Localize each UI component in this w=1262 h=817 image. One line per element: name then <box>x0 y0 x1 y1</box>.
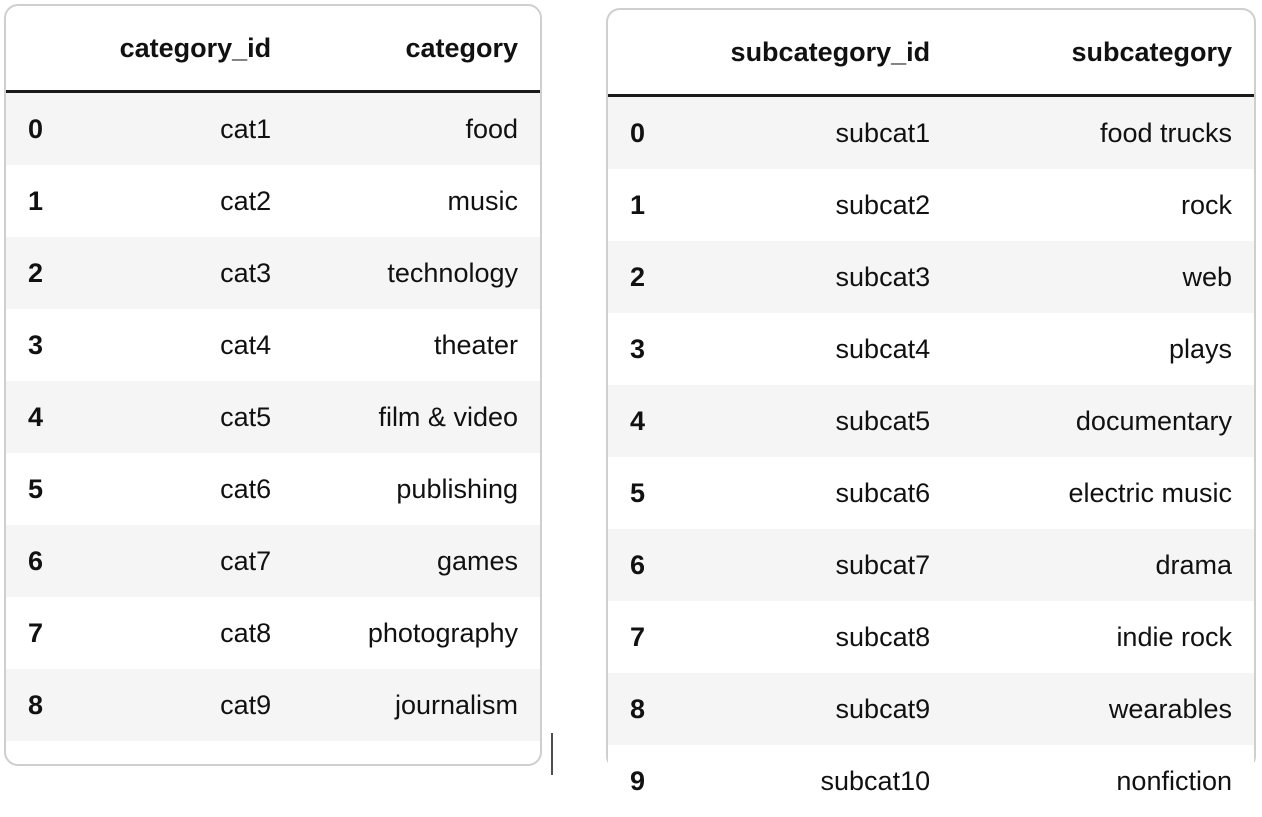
dataframe-table-categories <box>6 6 540 741</box>
column-header-category-id: category_id <box>77 6 294 92</box>
cell-subcategory-id: subcat7 <box>680 529 952 601</box>
cell-subcategory-id: subcat4 <box>680 313 952 385</box>
row-index: 9 <box>608 745 680 817</box>
row-index: 7 <box>608 601 680 673</box>
table-row <box>608 673 1254 745</box>
header-row <box>608 10 1254 96</box>
dataframe-card-subcategories <box>606 8 1256 770</box>
row-index: 5 <box>608 457 680 529</box>
cell-subcategory-id: subcat8 <box>680 601 952 673</box>
table-row <box>608 529 1254 601</box>
column-header-index <box>608 10 680 96</box>
table-row <box>6 237 540 309</box>
cell-category-id: cat7 <box>77 525 294 597</box>
table-header-categories <box>6 6 540 92</box>
table-row <box>608 601 1254 673</box>
cell-category-id: cat1 <box>77 92 294 166</box>
cell-category: theater <box>293 309 540 381</box>
row-index: 6 <box>6 525 77 597</box>
cell-subcategory: web <box>952 241 1254 313</box>
column-header-category: category <box>293 6 540 92</box>
cell-subcategory: rock <box>952 169 1254 241</box>
cell-subcategory-id: subcat10 <box>680 745 952 817</box>
row-index: 0 <box>608 96 680 170</box>
row-index: 4 <box>608 385 680 457</box>
cell-category: games <box>293 525 540 597</box>
cell-subcategory: drama <box>952 529 1254 601</box>
row-index: 3 <box>608 313 680 385</box>
cell-subcategory-id: subcat5 <box>680 385 952 457</box>
row-index: 2 <box>608 241 680 313</box>
table-row <box>608 169 1254 241</box>
header-row <box>6 6 540 92</box>
table-row <box>6 597 540 669</box>
row-index: 4 <box>6 381 77 453</box>
row-index: 2 <box>6 237 77 309</box>
table-row <box>608 96 1254 170</box>
table-row <box>608 313 1254 385</box>
cell-category-id: cat9 <box>77 669 294 741</box>
dataframe-card-categories <box>4 4 542 766</box>
table-row <box>6 165 540 237</box>
row-index: 6 <box>608 529 680 601</box>
cell-category-id: cat5 <box>77 381 294 453</box>
table-row <box>6 92 540 166</box>
cell-subcategory: wearables <box>952 673 1254 745</box>
table-row <box>6 309 540 381</box>
table-row <box>608 241 1254 313</box>
cell-category: film & video <box>293 381 540 453</box>
cell-category-id: cat3 <box>77 237 294 309</box>
table-row <box>608 457 1254 529</box>
row-index: 0 <box>6 92 77 166</box>
row-index: 5 <box>6 453 77 525</box>
table-body-categories <box>6 92 540 742</box>
cell-subcategory-id: subcat3 <box>680 241 952 313</box>
cell-category: music <box>293 165 540 237</box>
table-row <box>608 385 1254 457</box>
column-header-subcategory: subcategory <box>952 10 1254 96</box>
row-index: 8 <box>6 669 77 741</box>
cell-subcategory: indie rock <box>952 601 1254 673</box>
cell-subcategory: plays <box>952 313 1254 385</box>
table-row <box>6 453 540 525</box>
table-row <box>6 525 540 597</box>
cell-category-id: cat2 <box>77 165 294 237</box>
cell-subcategory-id: subcat6 <box>680 457 952 529</box>
cell-subcategory-id: subcat1 <box>680 96 952 170</box>
cell-subcategory-id: subcat2 <box>680 169 952 241</box>
cell-category: publishing <box>293 453 540 525</box>
cell-category: technology <box>293 237 540 309</box>
table-body-subcategories <box>608 96 1254 817</box>
table-row <box>6 669 540 741</box>
cell-subcategory: food trucks <box>952 96 1254 170</box>
cell-subcategory: electric music <box>952 457 1254 529</box>
table-header-subcategories <box>608 10 1254 96</box>
cell-subcategory: nonfiction <box>952 745 1254 817</box>
dataframe-table-subcategories <box>608 10 1254 817</box>
cell-category-id: cat8 <box>77 597 294 669</box>
row-index: 1 <box>608 169 680 241</box>
column-header-subcategory-id: subcategory_id <box>680 10 952 96</box>
cell-category-id: cat6 <box>77 453 294 525</box>
row-index: 7 <box>6 597 77 669</box>
text-cursor <box>551 733 553 775</box>
cell-category-id: cat4 <box>77 309 294 381</box>
column-header-index <box>6 6 77 92</box>
table-row <box>608 745 1254 817</box>
cell-category: journalism <box>293 669 540 741</box>
row-index: 1 <box>6 165 77 237</box>
cell-subcategory: documentary <box>952 385 1254 457</box>
cell-subcategory-id: subcat9 <box>680 673 952 745</box>
cell-category: photography <box>293 597 540 669</box>
row-index: 3 <box>6 309 77 381</box>
table-row <box>6 381 540 453</box>
cell-category: food <box>293 92 540 166</box>
row-index: 8 <box>608 673 680 745</box>
